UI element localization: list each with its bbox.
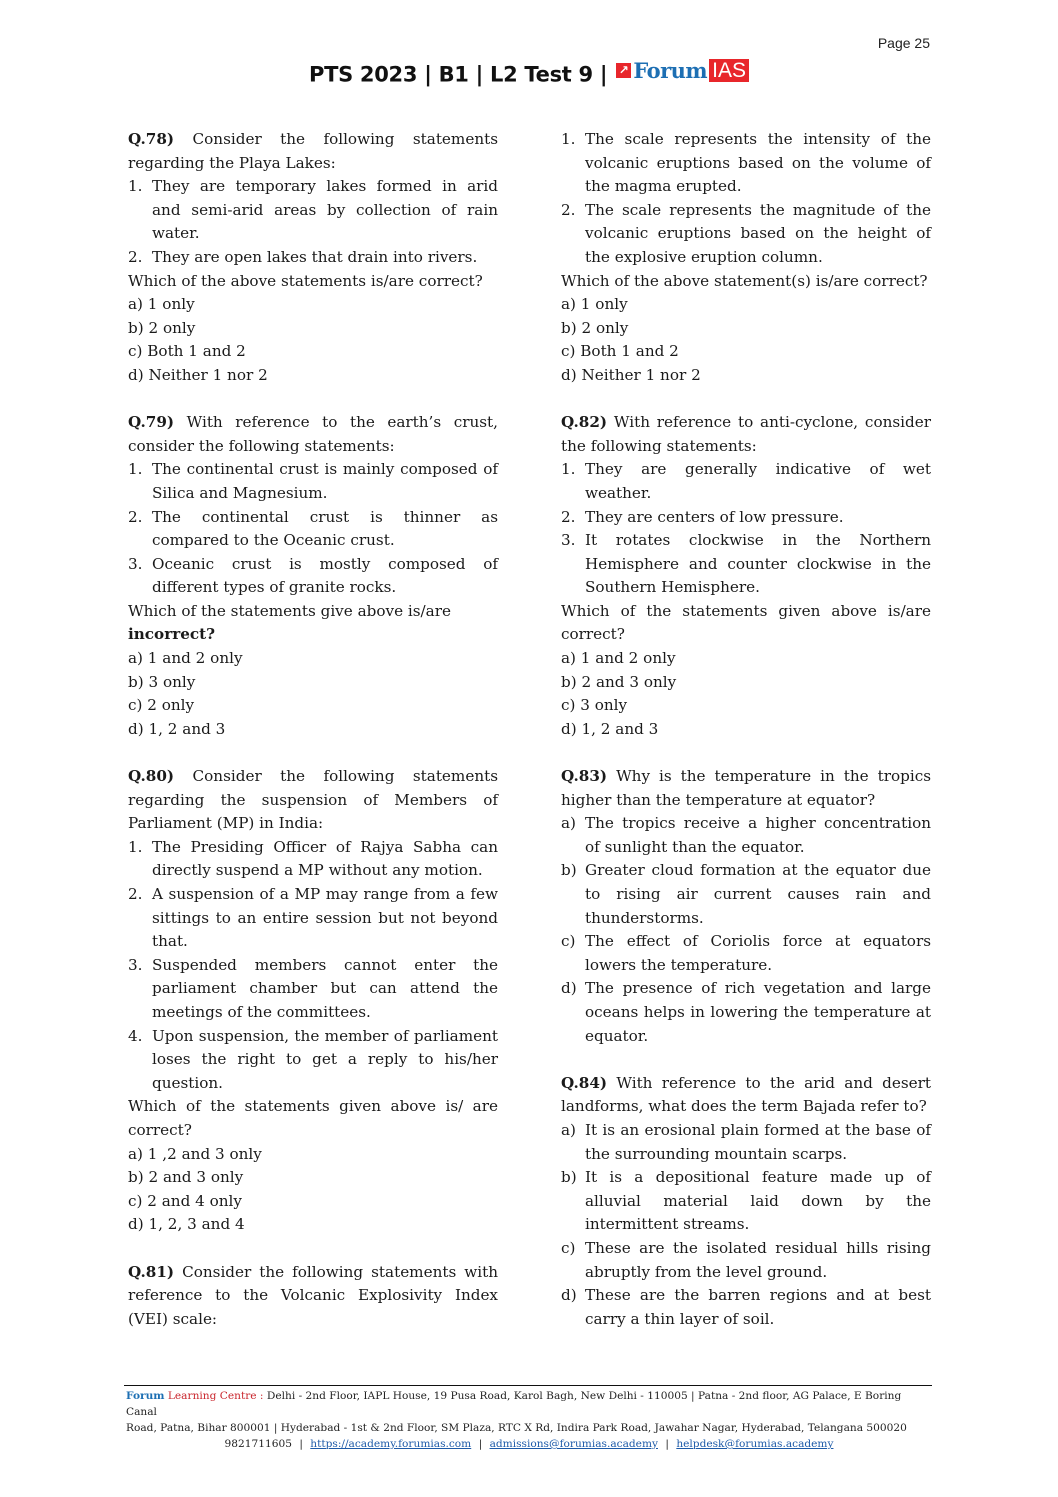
footer-divider xyxy=(124,1385,932,1386)
option-c: c) Both 1 and 2 xyxy=(128,342,246,361)
option-a: a) 1 only xyxy=(128,295,195,314)
footer-admissions-email-link[interactable]: admissions@forumias.academy xyxy=(489,1438,658,1450)
option-a: a) 1 and 2 only xyxy=(128,649,243,668)
question-stem: Q.81) Consider the following statements with reference to the Volcanic Explosivity Index (VEI) scale: xyxy=(128,1262,498,1328)
option-d: d) These are the barren regions and at best carry a thin layer of soil. xyxy=(561,1286,931,1328)
question-prompt: Which of the above statements is/are correct? xyxy=(128,271,483,290)
question-82 xyxy=(561,411,931,741)
question-number: Q.82) xyxy=(561,413,608,432)
statement: 1. They are generally indicative of wet weather. xyxy=(561,460,931,502)
option-d: d) 1, 2 and 3 xyxy=(561,719,659,738)
question-84 xyxy=(561,1072,931,1332)
option-b: b) 2 only xyxy=(561,318,629,337)
option-d: d) 1, 2 and 3 xyxy=(128,719,226,738)
footer-phone: 9821711605 xyxy=(224,1438,292,1450)
question-81 xyxy=(128,1261,498,1332)
question-prompt: Which of the above statement(s) is/are correct? xyxy=(561,271,928,290)
statement: 4. Upon suspension, the member of parliament loses the right to get a reply to his/her question. xyxy=(128,1026,498,1092)
option-b: b) 2 only xyxy=(128,318,196,337)
question-number: Q.80) xyxy=(128,767,175,786)
question-79 xyxy=(128,411,498,741)
footer-helpdesk-email-link[interactable]: helpdesk@forumias.academy xyxy=(676,1438,834,1450)
option-c: c) 2 only xyxy=(128,696,195,715)
question-number: Q.81) xyxy=(128,1262,175,1281)
option-c: c) The effect of Coriolis force at equators lowers the temperature. xyxy=(561,932,931,974)
footer-website-link[interactable]: https://academy.forumias.com xyxy=(310,1438,472,1450)
option-a: a) 1 ,2 and 3 only xyxy=(128,1144,262,1163)
prompt-emphasis: incorrect? xyxy=(128,625,216,644)
left-column xyxy=(128,128,498,1355)
option-d: d) 1, 2, 3 and 4 xyxy=(128,1215,245,1234)
statement: 2. They are open lakes that drain into rivers. xyxy=(128,247,478,266)
question-81-continued xyxy=(561,128,931,388)
logo-forum-text: Forum xyxy=(633,58,708,83)
statement: 2. They are centers of low pressure. xyxy=(561,507,844,526)
question-stem: Q.82) With reference to anti-cyclone, consider the following statements: xyxy=(561,413,931,455)
question-78 xyxy=(128,128,498,388)
question-number: Q.84) xyxy=(561,1073,608,1092)
question-stem: Q.83) Why is the temperature in the tropics higher than the temperature at equator? xyxy=(561,767,931,809)
page-number: Page 25 xyxy=(877,35,930,51)
question-stem: Q.84) With reference to the arid and desert landforms, what does the term Bajada refer to? xyxy=(561,1073,931,1116)
option-c: c) 3 only xyxy=(561,696,628,715)
option-a: a) The tropics receive a higher concentration of sunlight than the equator. xyxy=(561,814,931,856)
statement: 3. It rotates clockwise in the Northern Hemisphere and counter clockwise in the Southern Hemisphere. xyxy=(561,531,931,597)
option-c: c) Both 1 and 2 xyxy=(561,342,679,361)
page-footer xyxy=(126,1388,932,1452)
option-d: d) Neither 1 nor 2 xyxy=(561,365,701,384)
question-number: Q.79) xyxy=(128,413,175,432)
option-b: b) 2 and 3 only xyxy=(561,672,677,691)
statement: 2. The scale represents the magnitude of the volcanic eruptions based on the height of the explosive eruption column. xyxy=(561,200,931,266)
question-prompt: Which of the statements given above is/are correct? xyxy=(561,601,931,644)
statement: 2. A suspension of a MP may range from a few sittings to an entire session but not beyond that. xyxy=(128,885,498,951)
option-c: c) These are the isolated residual hills rising abruptly from the level ground. xyxy=(561,1238,931,1281)
footer-address-line-1: Forum Learning Centre : Delhi - 2nd Floor, IAPL House, 19 Pusa Road, Karol Bagh, New Delhi - 110005 | Patna - 2nd floor, AG Palace, E Boring Canal xyxy=(126,1390,902,1418)
question-stem: Q.78) Consider the following statements regarding the Playa Lakes: xyxy=(128,130,498,172)
page-header xyxy=(0,58,1058,87)
option-d: d) The presence of rich vegetation and large oceans helps in lowering the temperature at equator. xyxy=(561,979,931,1045)
question-number: Q.78) xyxy=(128,130,175,148)
option-a: a) 1 and 2 only xyxy=(561,649,676,668)
footer-contact-line: 9821711605 | https://academy.forumias.com | admissions@forumias.academy | helpdesk@forumias.academy xyxy=(224,1438,834,1450)
option-b: b) Greater cloud formation at the equator due to rising air current causes rain and thunderstorms. xyxy=(561,861,931,927)
question-prompt: Which of the statements given above is/ are correct? xyxy=(128,1097,498,1139)
question-number: Q.83) xyxy=(561,767,608,786)
option-a: a) 1 only xyxy=(561,295,628,314)
arrow-up-right-icon: ↗ xyxy=(616,63,631,78)
option-c: c) 2 and 4 only xyxy=(128,1191,242,1210)
logo-ias-text: IAS xyxy=(709,59,749,82)
footer-brand-forum: Forum xyxy=(126,1390,165,1402)
footer-brand-learning-centre: Learning Centre xyxy=(164,1390,257,1402)
question-80 xyxy=(128,765,498,1237)
statement: 3. Oceanic crust is mostly composed of different types of granite rocks. xyxy=(128,554,498,597)
option-a: a) It is an erosional plain formed at the base of the surrounding mountain scarps. xyxy=(561,1120,931,1163)
option-b: b) 2 and 3 only xyxy=(128,1168,244,1187)
statement: 2. The continental crust is thinner as compared to the Oceanic crust. xyxy=(128,507,498,550)
statement: 1. They are temporary lakes formed in arid and semi-arid areas by collection of rain water. xyxy=(128,177,498,243)
test-title: PTS 2023 | B1 | L2 Test 9 | xyxy=(308,62,608,87)
question-stem: Q.80) Consider the following statements regarding the suspension of Members of Parliament (MP) in India: xyxy=(128,767,498,833)
statement: 1. The Presiding Officer of Rajya Sabha can directly suspend a MP without any motion. xyxy=(128,837,498,880)
question-83 xyxy=(561,765,931,1048)
right-column xyxy=(561,128,931,1355)
forumias-logo xyxy=(616,58,749,83)
statement: 3. Suspended members cannot enter the parliament chamber but can attend the meetings of the committees. xyxy=(128,955,498,1021)
statement: 1. The continental crust is mainly composed of Silica and Magnesium. xyxy=(128,460,498,502)
question-prompt: Which of the statements give above is/are incorrect? xyxy=(128,601,451,644)
statement: 1. The scale represents the intensity of the volcanic eruptions based on the volume of the magma erupted. xyxy=(561,130,931,196)
question-stem: Q.79) With reference to the earth’s crust, consider the following statements: xyxy=(128,413,498,455)
option-b: b) 3 only xyxy=(128,672,196,691)
footer-address-line-2: Road, Patna, Bihar 800001 | Hyderabad - 1st & 2nd Floor, SM Plaza, RTC X Rd, Indira Park Road, Jawahar Nagar, Hyderabad, Telangana 500020 xyxy=(126,1422,907,1434)
option-d: d) Neither 1 nor 2 xyxy=(128,365,268,384)
option-b: b) It is a depositional feature made up of alluvial material laid down by the intermittent streams. xyxy=(561,1168,931,1234)
